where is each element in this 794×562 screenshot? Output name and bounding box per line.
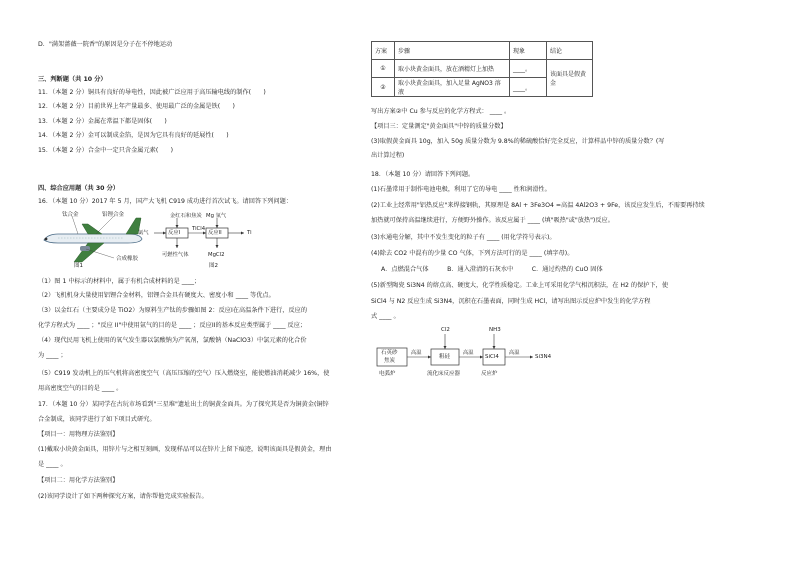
table-cell[interactable]: ____。 <box>510 78 547 97</box>
q11: 11．（本题 2 分）铜具有良好的导电性，因此被广泛应用于高压输电线的制作( ) <box>38 89 266 96</box>
table-cell: ② <box>372 78 395 97</box>
flow-combustible-gas: 可燃性气体 <box>162 252 189 258</box>
figure-1 <box>38 210 148 268</box>
q16-part3b: 化学方程式为 ____ ；"反应 II"中使用氩气的目的是 ____ ；反应II的基本反应类型属于 ____ 反应； <box>38 322 307 329</box>
experiment-table <box>371 41 593 97</box>
q16-part5b: 用高密度空气的目的是 ____ 。 <box>38 385 123 392</box>
q16-part5a: （5）C919 发动机上的压气机将高密度空气（高压压缩的空气）压入燃烧室，能使燃油消耗减少 16%，使 <box>38 370 330 377</box>
flow-mg-argon: Mg 氩气 <box>206 213 227 219</box>
write-equation: 写出方案②中 Cu 参与反应的化学方程式： ____ 。 <box>371 108 511 115</box>
flow-chlorine: 氯气 <box>138 230 149 236</box>
q16-part1: （1）图 1 中标示的材料中，属于有机合成材料的是 ____； <box>38 278 201 285</box>
flow-arc-furnace: 电弧炉 <box>379 371 396 377</box>
q18-intro: 18．（本题 10 分）请回答下列问题。 <box>371 171 475 178</box>
q17-intro-2: 合金制成，该同学进行了如下项目式研究。 <box>38 416 156 423</box>
flow-sicl4: SiCl4 <box>485 354 499 360</box>
flow-crude-silicon: 粗硅 <box>439 354 451 360</box>
q18-part2a: (2)工业上经常用"铝热反应"来焊接钢轨，其原理是 8Al + 3Fe3O4 =高温 4Al2O3 + 9Fe，该反应发生后，不需要再持续 <box>371 202 705 209</box>
q16-part3a: （3）以金红石（主要成分是 TiO2）为原料生产钛的步骤如图 2：反应I在高温条件下进行，反应的 <box>38 307 308 314</box>
flow-cl2: Cl2 <box>441 327 450 333</box>
flow-si3n4: Si3N4 <box>535 354 552 360</box>
silicon-nitride-flow <box>371 326 591 382</box>
q10-option-d: D．"满架蔷薇一院香"的原因是分子在不停地运动 <box>38 41 173 48</box>
section-3-title: 三、判断题（共 10 分） <box>38 76 107 83</box>
label-titanium-alloy: 钛合金 <box>62 212 79 218</box>
project-3-title: 【项目三：定量测定"黄金面具"中锌的质量分数】 <box>371 123 507 130</box>
table-cell: 取小块黄金面具，加入足量 AgNO3 溶液 <box>395 78 510 97</box>
q18-part2b: 加热就可保持高温继续进行，方便野外操作。该反应属于 ____ (填"吸热"或"放热")反应。 <box>371 217 614 224</box>
q16-part2: （2）飞机机身大量使用铝锂合金材料，铝锂合金具有硬度大、密度小和 ____ 等优点。 <box>38 292 275 299</box>
flow-high-temp-3: 高温 <box>509 350 520 356</box>
label-synthetic-rubber: 合成橡胶 <box>116 256 139 262</box>
flow-high-temp-1: 高温 <box>411 350 422 356</box>
table-row <box>372 60 593 78</box>
flow-nh3: NH3 <box>489 327 501 333</box>
table-header-row <box>372 42 593 60</box>
flow-high-temp-2: 高温 <box>463 350 474 356</box>
q17-intro: 17．（本题 10 分）某同学在古玩市场看到"三星堆"遗址出土的铜黄金面具。为了探究其是否为铜黄金(铜锌 <box>38 401 329 408</box>
project-1-text: (1)戴取小块黄金面具，用锌片与之相互刻画，发现样品可以在锌片上留下痕迹，说明该面具是假黄金，理由 <box>38 446 332 453</box>
flow-reaction-1: 反应I <box>168 230 181 236</box>
table-header: 方案 <box>372 42 395 60</box>
q16-part4b: 为 ____ ； <box>38 352 67 359</box>
flow-start: 金红石和焦炭 <box>170 213 202 219</box>
figure-2-flow <box>138 210 360 268</box>
flow-fluidized-bed: 流化床反应器 <box>427 371 461 377</box>
q18-part5c: 式 ____ 。 <box>371 313 400 320</box>
q18-part5b: SiCl4 与 N2 反应生成 Si3N4，沉积在石墨表面，同时生成 HCl，请写出图示反应炉中发生的化学方程 <box>371 298 651 305</box>
q18-part5a: (5)新型陶瓷 Si3N4 的熔点高、硬度大，化学性质稳定。工业上可采用化学气相沉积法，在 H2 的保护下，使 <box>371 282 669 289</box>
figure-2-caption: 图2 <box>209 263 218 269</box>
project-3-text: (3)取假黄金面具 10g，加入 50g 质量分数为 9.8%的稀硫酸恰好完全反应，计算样品中锌的质量分数？(写 <box>371 138 665 145</box>
project-3-text-2: 出计算过程) <box>371 152 405 159</box>
flow-reaction-furnace: 反应炉 <box>481 371 498 377</box>
flow-coke: 焦炭 <box>384 358 396 364</box>
q13: 13．（本题 2 分）金属在常温下都是固体( ) <box>38 118 167 125</box>
q15: 15．（本题 2 分）合金中一定只含金属元素( ) <box>38 147 174 154</box>
project-1-text-2: 是 ____ 。 <box>38 461 67 468</box>
q18-part4: (4)除去 CO2 中混有的少量 CO 气体，下列方法可行的是 ____ (填字母)。 <box>371 250 574 257</box>
flow-quartz-sand: 石英砂 <box>381 350 398 356</box>
flow-mgcl2: MgCl2 <box>208 252 225 258</box>
q16-intro: 16．（本题 10 分）2017 年 5 月，国产大飞机 C919 成功进行首次试飞。请回答下列问题： <box>38 198 293 205</box>
q18-part3: (3)水通电分解，其中不发生变化的粒子有 ____ (用化学符号表示)。 <box>371 234 556 241</box>
table-cell[interactable]: ____。 <box>510 60 547 78</box>
flow-reaction-2: 反应II <box>208 230 222 236</box>
flow-ticl4: TiCl4 <box>192 226 206 232</box>
q16-part4a: （4）现代民用飞机上使用的氧气发生器以氯酸钠为产氧剂，氯酸钠（NaClO3）中氯元素的化合价 <box>38 337 307 344</box>
project-1-title: 【项目一：用物理方法鉴别】 <box>38 431 119 438</box>
project-2-text: (2)该同学设计了如下两种探究方案，请你帮他完成实验报告。 <box>38 493 208 500</box>
label-al-li-alloy: 铝锂合金 <box>102 212 125 218</box>
section-4-title: 四、综合应用题（共 30 分） <box>38 185 119 192</box>
flow-product-ti: Ti <box>247 230 252 236</box>
q14: 14．（本题 2 分）金可以制成金箔，是因为它具有良好的延展性( ) <box>38 132 229 139</box>
table-conclusion: 该面具是假黄金 <box>547 60 593 97</box>
table-header: 现象 <box>510 42 547 60</box>
table-cell: 取小块黄金面具，放在酒精灯上加热 <box>395 60 510 78</box>
figure-1-caption: 图1 <box>74 263 83 269</box>
q12: 12．（本题 2 分）目前世界上年产量最多、使用最广泛的金属是铁( ) <box>38 103 235 110</box>
table-header: 结论 <box>547 42 593 60</box>
table-cell: ① <box>372 60 395 78</box>
table-header: 步骤 <box>395 42 510 60</box>
q18-part1: (1)石墨常用于制作电池电极，利用了它的导电 ____ 性和润滑性。 <box>371 186 551 193</box>
project-2-title: 【项目二：用化学方法鉴别】 <box>38 477 119 484</box>
q18-part4-options: A．点燃混合气体 B．通入澄清的石灰水中 C．通过灼热的 CuO 固体 <box>381 266 603 273</box>
